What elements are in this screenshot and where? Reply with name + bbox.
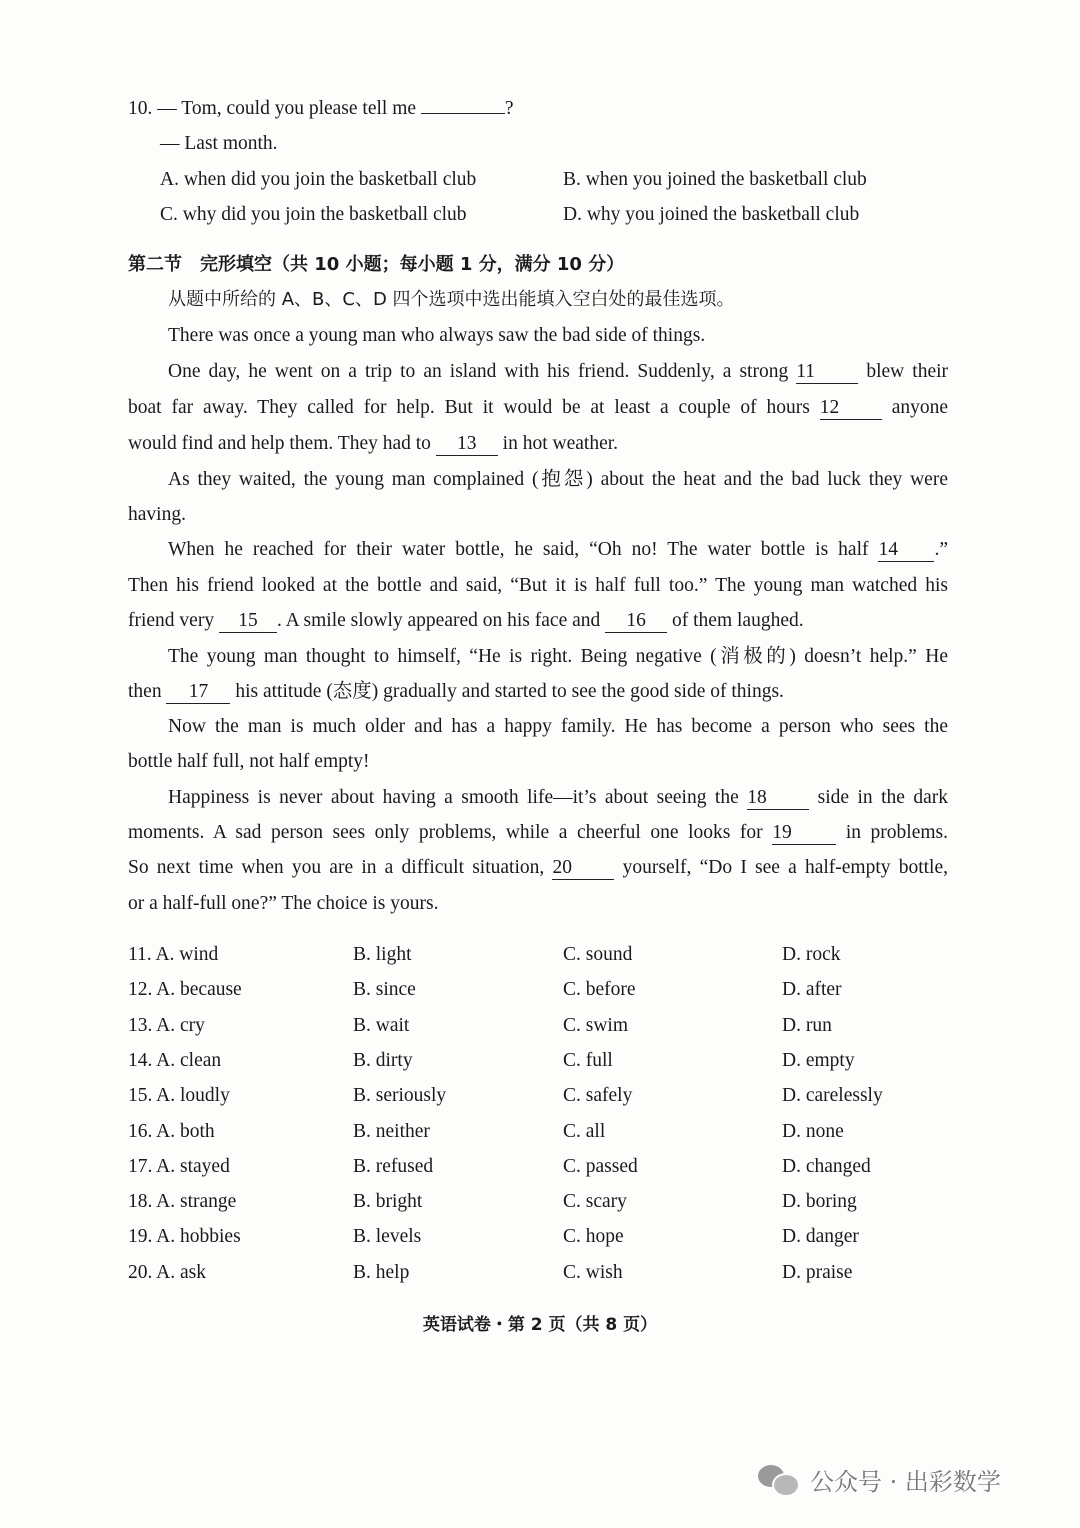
passage-line: As they waited, the young man complained (抱怨) about the heat and the bad luck they were (168, 469, 948, 490)
blank-17: 17 (166, 681, 230, 704)
passage-line: The young man thought to himself, “He is right. Being negative (消极的) doesn’t help.” He (168, 646, 948, 667)
choice-option: B. bright (353, 1191, 423, 1213)
passage-line: bottle half full, not half empty! (128, 751, 370, 772)
choice-option: B. refused (353, 1155, 434, 1177)
passage-line: then 17 his attitude (态度) gradually and started to see the good side of things. (128, 681, 784, 702)
q10-answer: — Last month. (160, 133, 278, 154)
passage-line: friend very 15 . A smile slowly appeared on his face and 16 of them laughed. (128, 610, 804, 631)
choice-option: C. full (563, 1049, 613, 1071)
choice-option: D. carelessly (782, 1085, 883, 1107)
choice-option: B. since (353, 979, 416, 1001)
blank-14: 14 (878, 539, 934, 562)
choice-option: D. after (782, 979, 842, 1001)
page-footer: 英语试卷・第 2 页（共 8 页） (422, 1315, 658, 1335)
passage-line: having. (128, 504, 186, 525)
choice-option: C. swim (563, 1014, 629, 1036)
choice-option: C. before (563, 979, 636, 1001)
choice-option: D. empty (782, 1049, 855, 1071)
choice-option: C. scary (563, 1191, 627, 1213)
choice-option: 18. A. strange (128, 1191, 237, 1213)
choice-option: C. all (563, 1120, 606, 1142)
passage-line: Now the man is much older and has a happy family. He has become a person who sees the (168, 716, 948, 737)
passage-line: When he reached for their water bottle, he said, “Oh no! The water bottle is half 14 .” (168, 539, 949, 560)
choice-option: 16. A. both (128, 1120, 215, 1142)
passage-line: boat far away. They called for help. But it would be at least a couple of hours 12 anyone (128, 397, 949, 418)
q10-prompt-line (128, 96, 514, 122)
blank-20: 20 (552, 857, 614, 880)
q10-option-d: D. why you joined the basketball club (563, 204, 860, 225)
blank-12: 12 (820, 397, 882, 420)
watermark-text: 公众号 · 出彩数学 (810, 1468, 1001, 1496)
choice-option: B. levels (353, 1226, 422, 1248)
wechat-icon (758, 1463, 798, 1497)
choice-option: 19. A. hobbies (128, 1226, 241, 1248)
watermark (758, 1462, 1001, 1497)
blank-18: 18 (747, 787, 809, 810)
blank-15: 15 (219, 610, 277, 633)
blank-16: 16 (605, 610, 667, 633)
passage-line: One day, he went on a trip to an island with his friend. Suddenly, a strong 11 blew their (168, 361, 949, 382)
choice-option: D. changed (782, 1155, 871, 1177)
choice-option: B. help (353, 1261, 410, 1283)
choice-option: D. danger (782, 1226, 859, 1248)
q10-option-c: C. why did you join the basketball club (160, 204, 467, 225)
passage-line: There was once a young man who always saw the bad side of things. (168, 325, 706, 346)
choice-option: D. rock (782, 944, 841, 965)
passage-line: moments. A sad person sees only problems, while a cheerful one looks for 19 in problems. (128, 822, 949, 843)
choice-option: C. wish (563, 1261, 623, 1283)
choice-option: B. light (353, 944, 412, 965)
choice-option: C. hope (563, 1226, 624, 1248)
section-heading: 第二节 完形填空（共 10 小题；每小题 1 分，满分 10 分） (128, 254, 625, 275)
passage-line: Then his friend looked at the bottle and said, “But it is half full too.” The young man watched his (128, 575, 948, 596)
choice-option: C. sound (563, 944, 633, 965)
choice-option: B. dirty (353, 1049, 413, 1071)
choice-option: 17. A. stayed (128, 1155, 230, 1177)
section-instruction: 从题中所给的 A、B、C、D 四个选项中选出能填入空白处的最佳选项。 (168, 289, 735, 310)
q10-option-b: B. when you joined the basketball club (563, 169, 867, 190)
choice-option: 15. A. loudly (128, 1085, 230, 1107)
choice-option: B. wait (353, 1014, 410, 1036)
passage-line: would find and help them. They had to 13 in hot weather. (128, 433, 619, 454)
choice-option: 11. A. wind (128, 944, 219, 965)
passage-line: or a half-full one?” The choice is yours. (128, 893, 439, 914)
choice-option: B. neither (353, 1120, 430, 1142)
blank-13: 13 (436, 433, 498, 456)
choice-option: 13. A. cry (128, 1014, 205, 1036)
passage-line: So next time when you are in a difficult situation, 20 yourself, “Do I see a half-empty bottle, (128, 857, 948, 878)
choice-option: D. run (782, 1014, 832, 1036)
choice-option: C. passed (563, 1155, 638, 1177)
blank-19: 19 (772, 822, 836, 845)
blank-11: 11 (796, 361, 858, 384)
choice-option: D. boring (782, 1191, 857, 1213)
choice-option: 12. A. because (128, 979, 242, 1001)
q10-blank (421, 113, 505, 114)
q10-option-a: A. when did you join the basketball club (160, 169, 477, 190)
choice-option: 14. A. clean (128, 1049, 222, 1071)
choice-option: D. none (782, 1120, 844, 1142)
choice-option: 20. A. ask (128, 1261, 206, 1283)
passage-line: Happiness is never about having a smooth life—it’s about seeing the 18 side in the dark (168, 787, 949, 808)
q10-prompt: 10. — Tom, could you please tell me (128, 98, 417, 119)
choice-option: B. seriously (353, 1085, 447, 1107)
choice-option: C. safely (563, 1085, 633, 1107)
q10-prompt-end: ? (504, 98, 514, 119)
choice-option: D. praise (782, 1261, 853, 1283)
